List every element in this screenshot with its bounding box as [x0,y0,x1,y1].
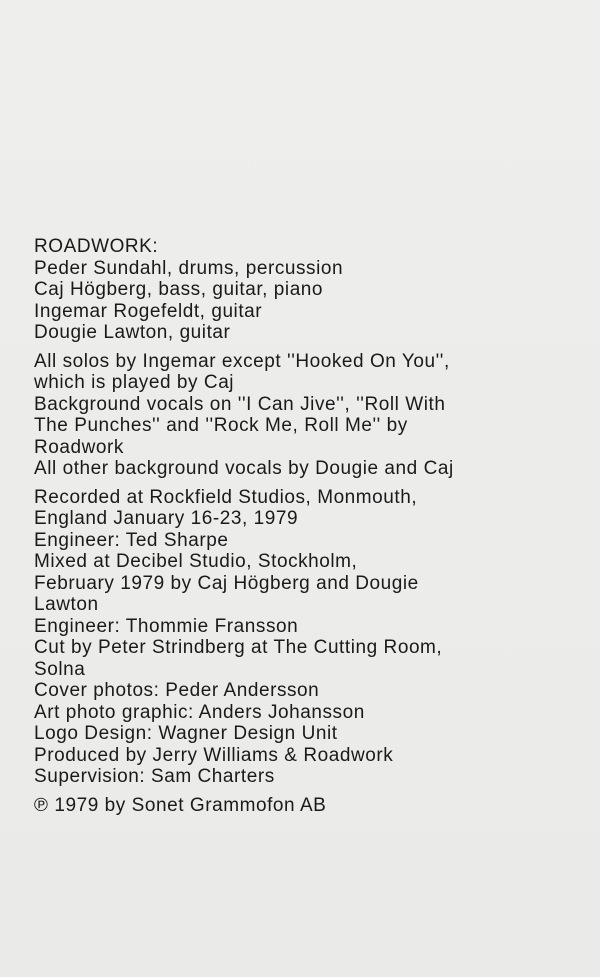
credit-line: Recorded at Rockfield Studios, Monmouth, [34,486,418,508]
member-line: Peder Sundahl, drums, percussion [34,257,344,279]
credit-line: All other background vocals by Dougie and Caj [34,458,454,479]
credit-line: Roadwork [34,436,124,458]
band-name-heading: ROADWORK: [34,236,159,257]
credit-line: February 1979 by Caj Högberg and Dougie [34,572,419,594]
credit-line: Supervision: Sam Charters [34,766,275,787]
solos-vocals-block [34,351,579,480]
credit-line: Mixed at Decibel Studio, Stockholm, [34,551,358,572]
credit-line: Produced by Jerry Williams & Roadwork [34,744,394,766]
credit-line: Engineer: Ted Sharpe [34,529,229,551]
member-line: Ingemar Rogefeldt, guitar [34,300,263,322]
credits-text [34,236,579,816]
credit-line: which is played by Caj [34,372,235,393]
credit-line: Logo Design: Wagner Design Unit [34,723,338,744]
credit-line: Solna [34,658,86,680]
credit-line: England January 16-23, 1979 [34,508,299,529]
production-credits-block [34,487,579,788]
member-line: Caj Högberg, bass, guitar, piano [34,279,324,300]
credit-line: Cover photos: Peder Andersson [34,680,320,701]
credit-line: Lawton [34,594,99,615]
member-line: Dougie Lawton, guitar [34,322,231,343]
credit-line: Art photo graphic: Anders Johansson [34,701,365,723]
copyright-block [34,795,579,817]
credit-line: Cut by Peter Strindberg at The Cutting Room, [34,637,443,658]
band-lineup-block [34,236,579,344]
credit-line: Background vocals on ''I Can Jive'', ''Roll With [34,393,446,415]
credit-line: All solos by Ingemar except ''Hooked On You'', [34,350,450,372]
credit-line: Engineer: Thommie Fransson [34,615,299,637]
copyright-line: ℗ 1979 by Sonet Grammofon AB [34,794,327,816]
credit-line: The Punches'' and ''Rock Me, Roll Me'' by [34,415,408,436]
